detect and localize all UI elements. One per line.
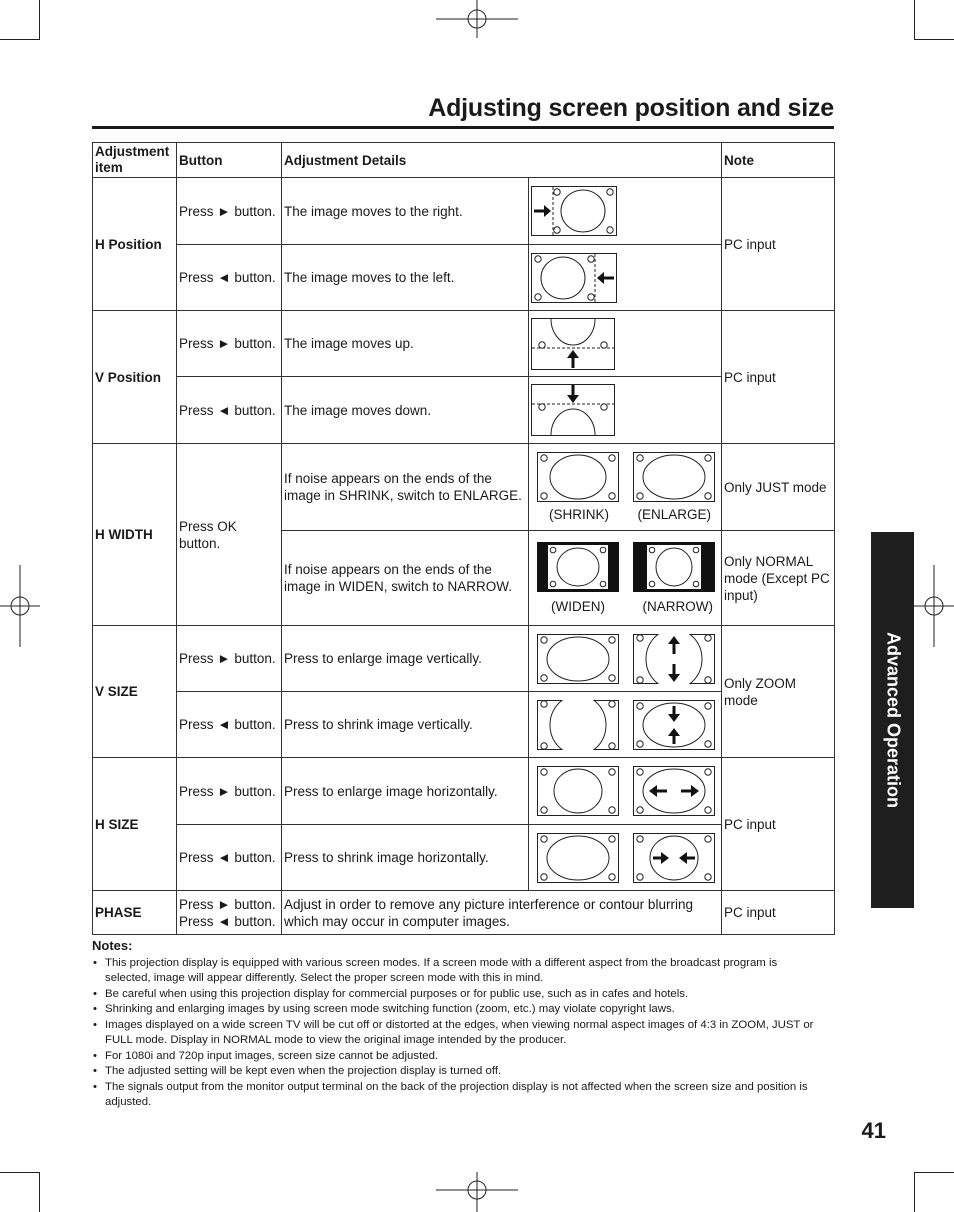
note-cell: PC input [722,891,835,935]
detail-cell: Press to enlarge image vertically. [282,626,529,692]
narrow-image-icon [537,766,619,816]
page-number: 41 [861,1118,886,1143]
section-side-tab [871,532,914,908]
note-cell: PC input [722,758,835,891]
button-cell: Press ◄ button. [177,825,282,891]
crop-mark [39,0,40,40]
header-note: Note [722,143,835,178]
list-item: • Shrinking and enlarging images by using screen mode switching function (zoom, etc.) may violate copyright laws. [92,1002,822,1018]
horizontal-shrink-icon [633,833,715,883]
detail-cell: Adjust in order to remove any picture interference or contour blurring which may occur in computer images. [282,891,722,935]
detail-cell: The image moves to the left. [282,245,529,311]
widen-screen-icon [537,542,619,592]
detail-cell: The image moves up. [282,311,529,377]
figure-cell [529,758,722,825]
registration-mark-icon [912,565,954,647]
side-tab-label: Advanced Operation [883,631,903,809]
crop-mark [914,1172,915,1212]
figure-cell [529,531,722,626]
notes-list [92,956,822,1111]
button-cell: Press ◄ button. [177,245,282,311]
table-row [93,444,835,531]
item-v-size: V SIZE [93,626,177,758]
crop-mark [914,39,954,40]
list-item: • Images displayed on a wide screen TV will be cut off or distorted at the edges, when viewing normal aspect images of 4:3 in ZOOM, JUST or FULL mode. Display in NORMAL mode to view the original image intended by the producer. [92,1018,822,1049]
table-row [93,758,835,825]
figure-cell [529,626,722,692]
enlarge-screen-icon [633,452,715,502]
horizontal-enlarge-icon [633,766,715,816]
registration-mark-icon [436,0,518,40]
button-cell: Press ► button. [177,758,282,825]
list-item: • This projection display is equipped with various screen modes. If a screen mode with a different aspect from the broadcast program is selected, image will appear differently. Select the proper screen mode with this in mind. [92,956,822,987]
button-cell [177,891,282,935]
normal-screen-icon [537,634,619,684]
item-h-size: H SIZE [93,758,177,891]
note-cell: Only JUST mode [722,444,835,531]
header-button: Button [177,143,282,178]
notes-title: Notes: [92,938,133,953]
note-cell: Only ZOOM mode [722,626,835,758]
list-item: • The adjusted setting will be kept even when the projection display is turned off. [92,1064,822,1080]
narrow-screen-icon [633,542,715,592]
detail-cell: The image moves down. [282,377,529,444]
registration-mark-icon [436,1170,518,1212]
caption-widen: (WIDEN) [551,598,605,614]
crop-mark [914,0,915,40]
figure-cell [529,311,722,377]
crop-mark [39,1172,40,1212]
detail-cell: If noise appears on the ends of the image in SHRINK, switch to ENLARGE. [282,444,529,531]
figure-cell [529,444,722,531]
page-title: Adjusting screen position and size [428,94,834,122]
item-h-position: H Position [93,178,177,311]
figure-cell [529,245,722,311]
tall-screen-icon [537,700,619,750]
phase-button-left: Press ◄ button. [179,913,276,929]
figure-cell [529,178,722,245]
item-phase: PHASE [93,891,177,935]
note-cell: PC input [722,311,835,444]
caption-enlarge: (ENLARGE) [637,506,711,522]
header-details: Adjustment Details [282,143,722,178]
screen-shift-up-icon [531,318,615,370]
table-row [93,891,835,935]
table-row [93,311,835,377]
notes-section [92,938,822,1111]
button-cell: Press OK button. [177,444,282,626]
figure-cell [529,825,722,891]
crop-mark [0,1172,40,1173]
button-cell: Press ► button. [177,626,282,692]
figure-cell [529,692,722,758]
vertical-enlarge-icon [633,634,715,684]
table-row [93,626,835,692]
screen-shift-down-icon [531,384,615,436]
button-cell: Press ◄ button. [177,377,282,444]
item-v-position: V Position [93,311,177,444]
item-h-width: H WIDTH [93,444,177,626]
button-cell: Press ► button. [177,311,282,377]
list-item: • The signals output from the monitor output terminal on the back of the projection display is not affected when the screen size and position is adjusted. [92,1080,822,1111]
phase-button-right: Press ► button. [179,896,276,912]
crop-mark [0,39,40,40]
crop-mark [914,1172,954,1173]
header-item: Adjustment item [93,143,177,178]
adjustment-table [92,142,835,935]
table-row [93,178,835,245]
list-item: • Be careful when using this projection display for commercial purposes or for public use, such as in cafes and hotels. [92,987,822,1003]
table-header-row [93,143,835,178]
note-cell: PC input [722,178,835,311]
wide-image-icon [537,833,619,883]
button-cell: Press ◄ button. [177,692,282,758]
detail-cell: Press to shrink image horizontally. [282,825,529,891]
vertical-shrink-icon [633,700,715,750]
button-cell: Press ► button. [177,178,282,245]
shrink-screen-icon [537,452,619,502]
title-underline [92,126,834,129]
detail-cell: Press to shrink image vertically. [282,692,529,758]
registration-mark-icon [0,565,42,647]
detail-cell: If noise appears on the ends of the image in WIDEN, switch to NARROW. [282,531,529,626]
figure-cell [529,377,722,444]
list-item: • For 1080i and 720p input images, screen size cannot be adjusted. [92,1049,822,1065]
caption-narrow: (NARROW) [642,598,713,614]
detail-cell: The image moves to the right. [282,178,529,245]
caption-shrink: (SHRINK) [549,506,609,522]
note-cell: Only NORMAL mode (Except PC input) [722,531,835,626]
detail-cell: Press to enlarge image horizontally. [282,758,529,825]
screen-shift-right-icon [531,186,617,236]
screen-shift-left-icon [531,253,617,303]
